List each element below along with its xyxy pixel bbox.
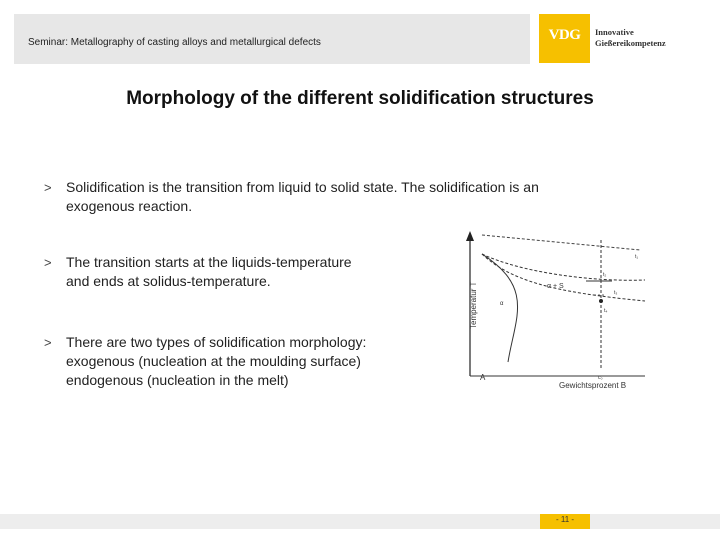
y-axis-arrow-icon [466, 231, 474, 241]
region-label: α + S [547, 283, 564, 290]
t3-label: t₃ [614, 290, 618, 296]
bullet-marker: > [44, 335, 52, 350]
top-dashed-line [482, 235, 640, 250]
x-axis-label: Gewichtsprozent B [559, 381, 627, 390]
bullet-line: The transition starts at the liquids-temperature [66, 254, 352, 270]
t2-label: t₂ [603, 272, 607, 278]
logo-tagline-line-1: Innovative [595, 27, 634, 37]
composition-point [599, 299, 603, 303]
phase-label: α [500, 301, 504, 307]
bullet-text [66, 178, 539, 216]
bullet-line: exogenous (nucleation at the moulding surface) [66, 353, 361, 369]
logo-tagline [595, 27, 666, 49]
page-number: - 11 - [555, 515, 575, 524]
bullet-line: and ends at solidus-temperature. [66, 273, 271, 289]
bullet-line: Solidification is the transition from liquid to solid state. The solidification is an [66, 179, 539, 195]
vdg-logo-text: VDG [548, 27, 581, 43]
bullet-marker: > [44, 255, 52, 270]
x-start-label: A [480, 373, 486, 382]
phase-diagram [440, 228, 650, 392]
t1-label: t₁ [635, 254, 639, 260]
liquidus-curve [482, 254, 645, 280]
slide-title: Morphology of the different solidification structures [126, 88, 594, 109]
t4-label: t₄ [604, 308, 608, 314]
solidus-curve [482, 254, 645, 301]
bullet-text [66, 253, 352, 291]
bullet-line: exogenous reaction. [66, 198, 193, 214]
footer-bar [0, 514, 720, 529]
bullet-text [66, 333, 366, 390]
bullet-line: endogenous (nucleation in the melt) [66, 372, 289, 388]
logo-tagline-line-2: Gießereikompetenz [595, 38, 666, 48]
bullet-line: There are two types of solidification morphology: [66, 334, 367, 350]
y-axis-label: Temperatur T [469, 281, 478, 329]
bullet-marker: > [44, 180, 52, 195]
alpha-boundary [482, 254, 518, 362]
x-mark-label: c₀ [598, 375, 603, 381]
seminar-title: Seminar: Metallography of casting alloys and metallurgical defects [28, 37, 321, 48]
